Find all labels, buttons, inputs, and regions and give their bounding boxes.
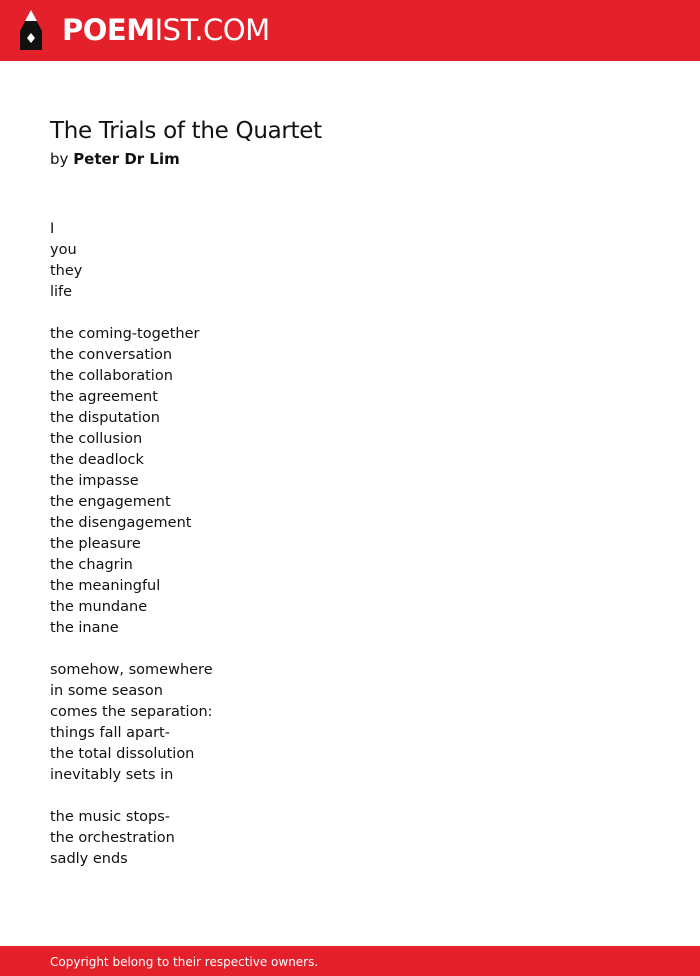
poem-line: the pleasure (50, 536, 141, 552)
poem-line: the agreement (50, 389, 158, 405)
poem-line: the coming-together (50, 326, 200, 342)
logo-light-text: IST.COM (154, 13, 270, 47)
stanza-break (50, 786, 650, 807)
poem-line: in some season (50, 683, 163, 699)
poem-line: the deadlock (50, 452, 144, 468)
stanza (50, 324, 650, 639)
poem-line: the collaboration (50, 368, 173, 384)
site-logo[interactable] (62, 13, 270, 47)
poem-line: the mundane (50, 599, 148, 615)
poem-line: the chagrin (50, 557, 133, 573)
poem-line: the collusion (50, 431, 143, 447)
poem-line: the conversation (50, 347, 173, 363)
byline (50, 149, 180, 169)
poem-line: things fall apart- (50, 725, 170, 741)
pencil-nib-icon (18, 9, 44, 51)
copyright-notice: Copyright belong to their respective owners. (50, 955, 319, 969)
stanza-break (50, 639, 650, 660)
site-footer (0, 946, 700, 976)
stanza-break (50, 303, 650, 324)
poem-line: comes the separation: (50, 704, 213, 720)
stanza (50, 807, 650, 870)
poem-line: somehow, somewhere (50, 662, 213, 678)
poem-line: you (50, 242, 77, 258)
poem-line: the disengagement (50, 515, 192, 531)
stanza (50, 219, 650, 303)
poem-line: the disputation (50, 410, 160, 426)
poem-line: sadly ends (50, 851, 128, 867)
poem-title: The Trials of the Quartet (50, 118, 322, 144)
site-header (0, 0, 700, 61)
by-label: by (50, 150, 69, 168)
poem-line: the inane (50, 620, 119, 636)
poem-line: I (50, 221, 55, 237)
poem-line: life (50, 284, 73, 300)
poem-line: inevitably sets in (50, 767, 174, 783)
poem-line: the meaningful (50, 578, 161, 594)
poem-line: the total dissolution (50, 746, 195, 762)
logo-bold-text: POEM (62, 13, 155, 47)
author-name: Peter Dr Lim (73, 150, 180, 168)
poem-line: they (50, 263, 83, 279)
poem-body (50, 219, 650, 870)
poem-line: the orchestration (50, 830, 175, 846)
poem-line: the music stops- (50, 809, 170, 825)
poem-line: the engagement (50, 494, 171, 510)
stanza (50, 660, 650, 786)
poem-line: the impasse (50, 473, 139, 489)
